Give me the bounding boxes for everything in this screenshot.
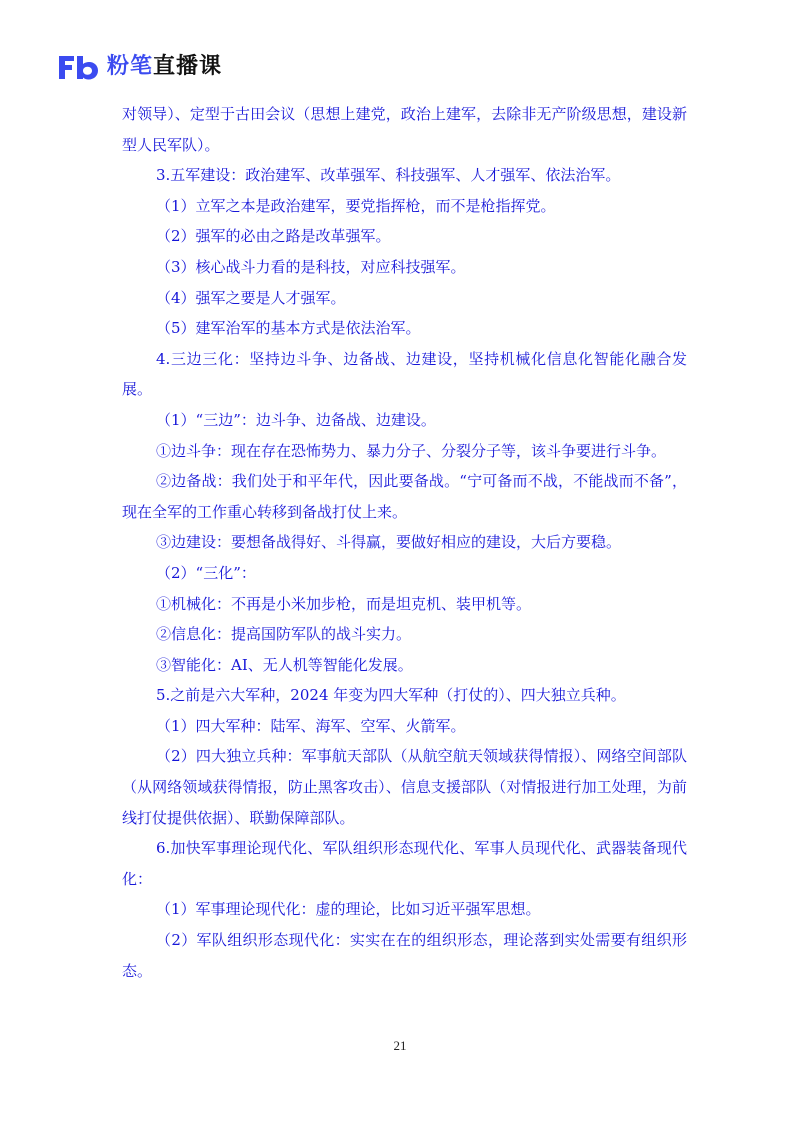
paragraph: ①边斗争：现在存在恐怖势力、暴力分子、分裂分子等，该斗争要进行斗争。 xyxy=(156,441,667,460)
paragraph: ②边备战：我们处于和平年代，因此要备战。“宁可备而不战，不能战而不备”，现在全军的工作重心转移到备战打仗上来。 xyxy=(122,472,687,521)
paragraph: ③智能化：AI、无人机等智能化发展。 xyxy=(156,655,413,674)
paragraph: 3.五军建设：政治建军、改革强军、科技强军、人才强军、依法治军。 xyxy=(156,166,621,185)
paragraph: 5.之前是六大军种，2024 年变为四大军种（打仗的）、四大独立兵种。 xyxy=(156,686,626,705)
paragraph: 6.加快军事理论现代化、军队组织形态现代化、军事人员现代化、武器装备现代化： xyxy=(122,839,687,888)
paragraph: （2）军队组织形态现代化：实实在在的组织形态，理论落到实处需要有组织形态。 xyxy=(122,931,687,980)
brand-course: 直播课 xyxy=(153,54,223,79)
fb-logo-icon xyxy=(57,52,101,82)
paragraph: （5）建军治军的基本方式是依法治军。 xyxy=(156,319,421,338)
paragraph: （2）强军的必由之路是改革强军。 xyxy=(156,227,391,246)
paragraph: （4）强军之要是人才强军。 xyxy=(156,288,346,307)
brand-name: 粉笔 xyxy=(107,54,154,79)
document-body xyxy=(122,99,687,986)
paragraph: ③边建设：要想备战得好、斗得赢，要做好相应的建设，大后方要稳。 xyxy=(156,533,622,552)
paragraph: ②信息化：提高国防军队的战斗实力。 xyxy=(156,625,412,644)
paragraph: （3）核心战斗力看的是科技，对应科技强军。 xyxy=(156,257,466,276)
page-header xyxy=(57,50,222,84)
brand-title xyxy=(107,52,222,82)
paragraph: 4.三边三化：坚持边斗争、边备战、边建设，坚持机械化信息化智能化融合发展。 xyxy=(122,349,687,399)
paragraph: （2）“三化”： xyxy=(156,563,256,582)
paragraph: （2）四大独立兵种：军事航天部队（从航空航天领域获得情报）、网络空间部队（从网络领域获得情报，防止黑客攻击）、信息支援部队（对情报进行加工处理，为前线打仗提供依据）、联勤保障部队。 xyxy=(122,747,687,827)
paragraph: 对领导）、定型于古田会议（思想上建党，政治上建军，去除非无产阶级思想，建设新型人民军队）。 xyxy=(122,105,687,154)
paragraph: （1）“三边”：边斗争、边备战、边建设。 xyxy=(156,410,436,429)
paragraph: （1）立军之本是政治建军，要党指挥枪，而不是枪指挥党。 xyxy=(156,196,556,215)
paragraph: （1）四大军种：陆军、海军、空军、火箭军。 xyxy=(156,716,466,735)
paragraph: ①机械化：不再是小米加步枪，而是坦克机、装甲机等。 xyxy=(156,594,532,613)
page-number: 21 xyxy=(393,1038,407,1053)
paragraph: （1）军事理论现代化：虚的理论，比如习近平强军思想。 xyxy=(156,900,541,919)
